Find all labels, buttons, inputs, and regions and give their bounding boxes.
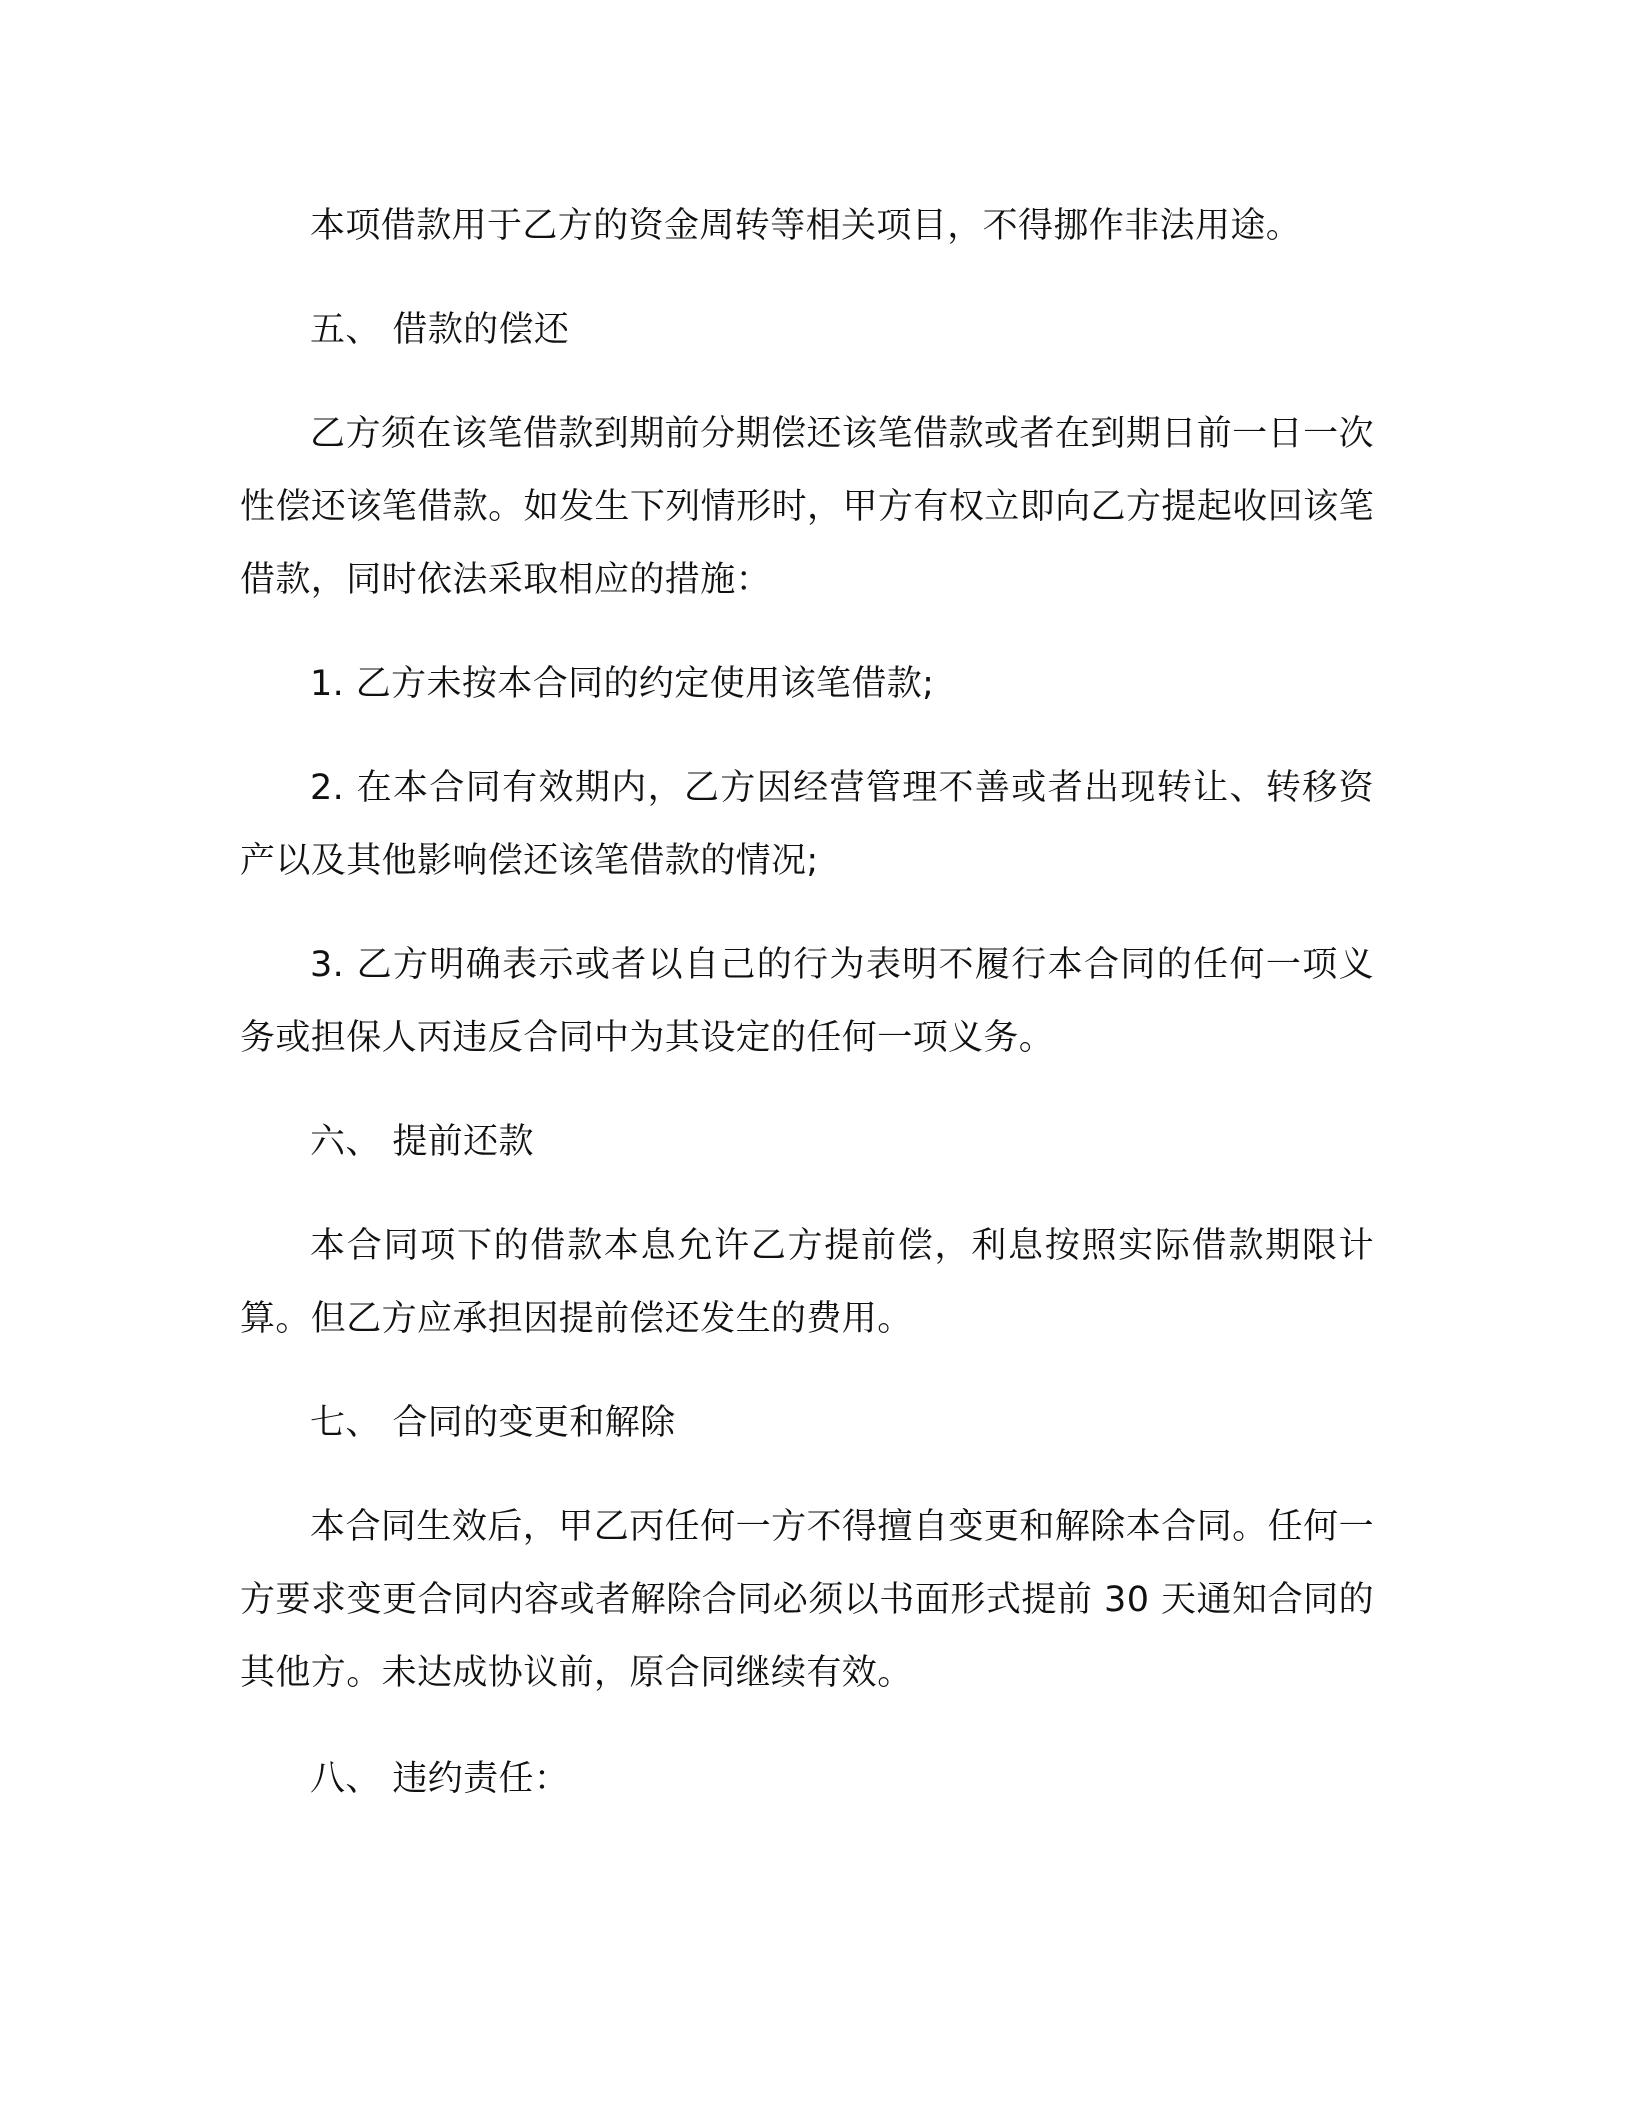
document-body: [240, 190, 1374, 1816]
section-heading-5: 五、 借款的偿还: [310, 310, 570, 350]
paragraph-loan-purpose: 本项借款用于乙方的资金周转等相关项目，不得挪作非法用途。: [310, 206, 1302, 246]
list-item-2: 2. 在本合同有效期内，乙方因经营管理不善或者出现转让、转移资产以及其他影响偿还该笔借款的情况;: [240, 768, 1374, 881]
section-heading-6: 六、 提前还款: [310, 1122, 534, 1162]
list-item-1: 1. 乙方未按本合同的约定使用该笔借款;: [310, 664, 935, 704]
paragraph-contract-change: 本合同生效后，甲乙丙任何一方不得擅自变更和解除本合同。任何一方要求变更合同内容或者解除合同必须以书面形式提前 30 天通知合同的其他方。未达成协议前，原合同继续有效。: [240, 1507, 1374, 1693]
paragraph-repayment: 乙方须在该笔借款到期前分期偿还该笔借款或者在到期日前一日一次性偿还该笔借款。如发生下列情形时，甲方有权立即向乙方提起收回该笔借款，同时依法采取相应的措施：: [240, 414, 1374, 600]
section-heading-7: 七、 合同的变更和解除: [310, 1403, 676, 1443]
paragraph-early-repayment: 本合同项下的借款本息允许乙方提前偿，利息按照实际借款期限计算。但乙方应承担因提前偿还发生的费用。: [240, 1226, 1374, 1339]
section-heading-8: 八、 违约责任：: [310, 1759, 570, 1799]
list-item-3: 3. 乙方明确表示或者以自己的行为表明不履行本合同的任何一项义务或担保人丙违反合同中为其设定的任何一项义务。: [240, 945, 1374, 1058]
